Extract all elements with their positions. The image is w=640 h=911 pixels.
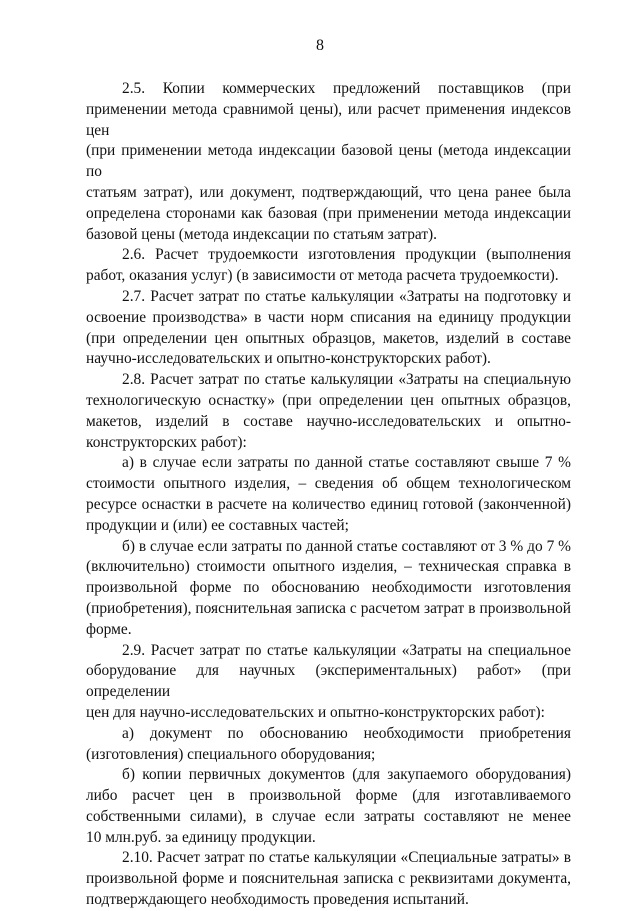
text-line: 2.8. Расчет затрат по статье калькуляции «Затраты на специальную: [122, 371, 571, 389]
text-line: оборудование для научных (экспериментальных) работ» (при определении: [86, 662, 571, 701]
text-line: 2.5. Копии коммерческих предложений поставщиков (при: [122, 80, 571, 97]
text-line: стоимости опытного изделия, – сведения об общем технологическом: [86, 475, 571, 493]
text-line: (при применении метода индексации базовой цены (метода индексации по: [86, 142, 571, 181]
text-line: технологическую оснастку» (при определении цен опытных образцов,: [86, 391, 571, 409]
text-line: б) в случае если затраты по данной статье составляют от 3 % до 7 %: [122, 537, 571, 555]
text-line: конструкторских работ):: [86, 433, 247, 451]
paragraph-2-6: [86, 245, 571, 287]
page-number: 8: [316, 37, 324, 54]
text-line: 2.6. Расчет трудоемкости изготовления продукции (выполнения: [122, 246, 571, 264]
paragraph-2-10: [86, 848, 571, 910]
text-line: 2.9. Расчет затрат по статье калькуляции «Затраты на специальное: [122, 641, 571, 659]
text-line: продукции и (или) ее составных частей;: [86, 516, 349, 534]
text-line: определена сторонами как базовая (при применении метода индексации: [86, 204, 571, 222]
text-line: произвольной форме по обоснованию необходимости изготовления: [86, 579, 571, 597]
text-line: освоение производства» в части норм списания на единицу продукции: [86, 308, 571, 326]
paragraph-2-9-b: [86, 765, 571, 848]
text-line: (изготовления) специального оборудования;: [86, 745, 376, 763]
text-line: 2.7. Расчет затрат по статье калькуляции «Затраты на подготовку и: [122, 287, 571, 305]
text-line: либо расчет цен в произвольной форме (для изготавливаемого: [86, 787, 571, 805]
text-line: произвольной форме и пояснительная записка с реквизитами документа,: [86, 870, 571, 888]
document-body: [86, 79, 571, 911]
paragraph-2-8-b: [86, 537, 571, 641]
text-line: собственными силами), в случае если затраты составляют не менее: [86, 807, 571, 825]
text-line: макетов, изделий в составе научно-исследовательских и опытно-: [86, 412, 571, 430]
text-line: (при определении цен опытных образцов, макетов, изделий в составе: [86, 329, 571, 347]
text-line: (включительно) стоимости опытного изделия, – техническая справка в: [86, 558, 571, 576]
text-line: а) в случае если затраты по данной статье составляют свыше 7 %: [122, 454, 571, 472]
paragraph-2-8-a: [86, 453, 571, 536]
text-line: базовой цены (метода индексации по статьям затрат).: [86, 225, 438, 243]
text-line: 2.10. Расчет затрат по статье калькуляции «Специальные затраты» в: [122, 849, 571, 867]
paragraph-2-9: [86, 641, 571, 724]
text-line: научно-исследовательских и опытно-конструкторских работ).: [86, 350, 491, 368]
paragraph-2-7: [86, 287, 571, 370]
paragraph-2-9-a: [86, 724, 571, 766]
paragraph-2-5: [86, 79, 571, 245]
text-line: б) копии первичных документов (для закупаемого оборудования): [122, 766, 571, 784]
text-line: 10 млн.руб. за единицу продукции.: [86, 828, 316, 846]
text-line: (приобретения), пояснительная записка с расчетом затрат в произвольной: [86, 599, 571, 617]
text-line: работ, оказания услуг) (в зависимости от метода расчета трудоемкости).: [86, 267, 559, 285]
text-line: статьям затрат), или документ, подтверждающий, что цена ранее была: [86, 183, 571, 201]
text-line: цен для научно-исследовательских и опытно-конструкторских работ):: [86, 703, 545, 721]
paragraph-2-8: [86, 370, 571, 453]
text-line: форме.: [86, 620, 132, 638]
text-line: ресурсе оснастки в расчете на количество единиц готовой (законченной): [86, 495, 571, 513]
text-line: подтверждающего необходимость проведения испытаний.: [86, 891, 469, 909]
text-line: применении метода сравнимой цены), или расчет применения индексов цен: [86, 100, 571, 139]
text-line: а) документ по обоснованию необходимости приобретения: [122, 724, 571, 742]
